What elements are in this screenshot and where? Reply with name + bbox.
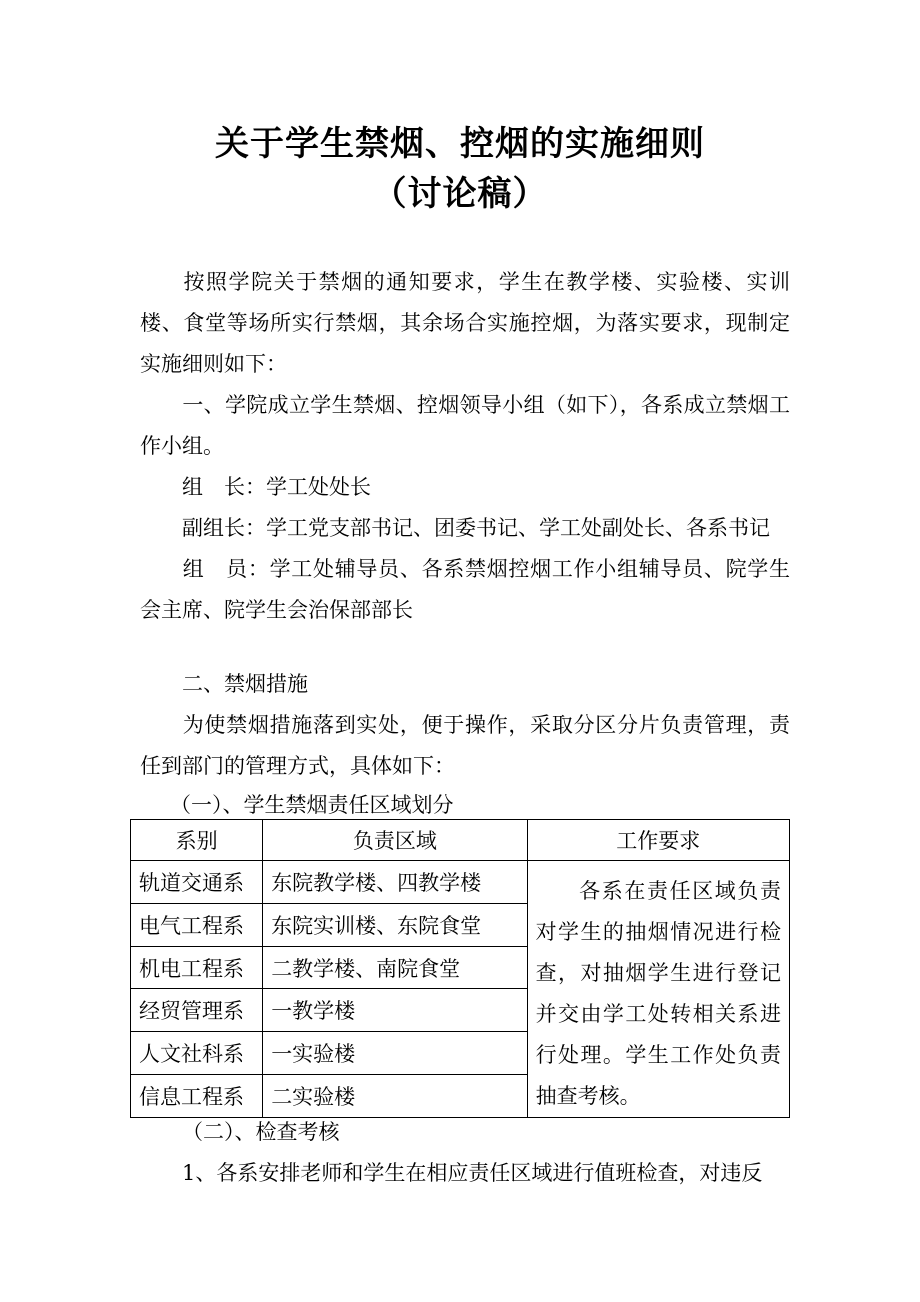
section1-paragraph [140, 385, 790, 467]
vice-leader-line [182, 508, 770, 549]
leader-line [182, 467, 371, 508]
intro-text: 按照学院关于禁烟的通知要求，学生在教学楼、实验楼、实训楼、食堂等场所实行禁烟，其余场合实施控烟，为落实要求，现制定实施细则如下： [140, 270, 790, 376]
leader-name: 学工处处长 [266, 475, 371, 499]
row-area: 一教学楼 [263, 989, 527, 1032]
requirement-cell [527, 861, 789, 1118]
item1-text: 1、各系安排老师和学生在相应责任区域进行值班检查，对违反 [182, 1161, 763, 1185]
item1-paragraph [140, 1153, 790, 1194]
section2-paragraph [140, 705, 790, 787]
intro-paragraph [140, 262, 790, 385]
section2-title: 二、禁烟措施 [182, 672, 308, 696]
table-row [131, 861, 790, 904]
requirement-text: 各系在责任区域负责对学生的抽烟情况进行检查，对抽烟学生进行登记并交由学工处转相关系进行处理。学生工作处负责抽查考核。 [535, 879, 781, 1108]
section2-text: 为使禁烟措施落到实处，便于操作，采取分区分片负责管理，责任到部门的管理方式，具体如下： [140, 713, 790, 778]
member-paragraph [140, 549, 790, 631]
header-dept: 系别 [131, 820, 263, 861]
row-dept: 轨道交通系 [131, 861, 263, 904]
header-requirement: 工作要求 [527, 820, 789, 861]
row-area: 二教学楼、南院食堂 [263, 946, 527, 989]
row-area: 东院实训楼、东院食堂 [263, 903, 527, 946]
row-dept: 机电工程系 [131, 946, 263, 989]
row-dept: 人文社科系 [131, 1032, 263, 1075]
zone-table [130, 819, 790, 1118]
row-dept: 电气工程系 [131, 903, 263, 946]
row-dept: 信息工程系 [131, 1075, 263, 1118]
member-role: 组 员： [182, 557, 270, 581]
subsection2-heading: （二）、检查考核 [182, 1120, 340, 1144]
section1-text: 一、学院成立学生禁烟、控烟领导小组（如下），各系成立禁烟工作小组。 [140, 393, 790, 458]
vice-leader-names: 学工党支部书记、团委书记、学工处副处长、各系书记 [266, 516, 770, 540]
row-dept: 经贸管理系 [131, 989, 263, 1032]
document-subtitle: （讨论稿） [372, 174, 548, 214]
header-area: 负责区域 [263, 820, 527, 861]
section2-heading [140, 664, 790, 705]
leader-role: 组 长： [182, 475, 266, 499]
row-area: 一实验楼 [263, 1032, 527, 1075]
subsection1-heading: （一）、学生禁烟责任区域划分 [170, 793, 454, 817]
vice-leader-role: 副组长： [182, 516, 266, 540]
table-header-row [131, 820, 790, 861]
row-area: 二实验楼 [263, 1075, 527, 1118]
document-title: 关于学生禁烟、控烟的实施细则 [215, 124, 705, 164]
member-names: 学工处辅导员、各系禁烟控烟工作小组辅导员、院学生会主席、院学生会治保部部长 [140, 557, 791, 622]
row-area: 东院教学楼、四教学楼 [263, 861, 527, 904]
